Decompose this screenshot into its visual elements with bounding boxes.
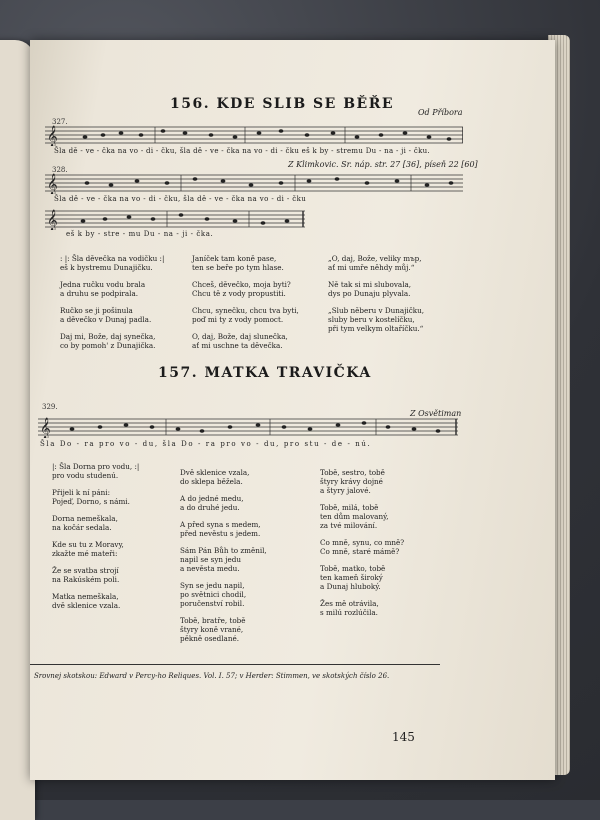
verse: Jedna ručku vodu brala a druhu se podpirala. xyxy=(60,280,146,298)
melody-327-staff xyxy=(45,124,463,146)
melody-328-staff-1 xyxy=(45,172,463,194)
melody-328-staff-2 xyxy=(45,208,305,230)
svg-text:𝄞: 𝄞 xyxy=(47,210,58,230)
verse: Kde su tu z Moravy, zkažte mé mateři: xyxy=(52,540,124,558)
book-page xyxy=(30,40,555,780)
verse: Tobě, matko, tobě ten kameň široký a Dunaj hluboký. xyxy=(320,564,386,591)
song-157-verses-col-2 xyxy=(180,468,320,651)
song-157-title: 157. MATKA TRAVIČKA xyxy=(158,365,372,381)
melody-327-number: 327. xyxy=(52,118,68,126)
verse: Syn se jedu napil, po světnici chodil, poručenství robil. xyxy=(180,581,247,608)
verse: Tobě, milá, tobě ten dům malovaný, za tvé milování. xyxy=(320,503,389,530)
verse: : |: Šla děvečka na vodičku :| eš k bystremu Dunajičku. xyxy=(60,254,165,272)
page-number: 145 xyxy=(392,730,415,744)
verse: Dorna nemeškala, na kočár sedala. xyxy=(52,514,118,532)
verse: Co mně, synu, co mně? Co mně, staré mámě? xyxy=(320,538,405,556)
song-156-title: 156. KDE SLIB SE BĚŘE xyxy=(170,96,394,112)
verse: Daj mi, Bože, daj synečka, co by pomoh' z Dunajička. xyxy=(60,332,156,350)
song-157-source: Z Osvětiman xyxy=(410,409,462,418)
song-156-verses-col-1 xyxy=(60,254,200,358)
verse: Přijeli k ní páni: Pojeď, Dorno, s námi. xyxy=(52,488,130,506)
footnote-rule xyxy=(30,664,440,665)
melody-327-lyrics: Šla dě - ve - čka na vo - di - čku, šla dě - ve - čka na vo - di - čku eš k by - stremu Du - na - ji - čku. xyxy=(54,147,430,155)
footnote: Srovnej skotskou: Edward v Percy-ho Reliques. Vol. I. 57; v Herder: Stimmen, ve skotských číslo 26. xyxy=(34,672,390,680)
verse: Dvě sklenice vzala, do sklepa běžela. xyxy=(180,468,250,486)
verse: Sám Pán Bůh to změnil, napil se syn jedu a nevěsta medu. xyxy=(180,546,267,573)
verse: O, daj, Bože, daj slunečka, ať mi uschne ta děvečka. xyxy=(192,332,288,350)
verse: Chceš, děvečko, moja byti? Chcu tě z vody propustiti. xyxy=(192,280,291,298)
melody-329-number: 329. xyxy=(42,403,58,411)
melody-328-number: 328. xyxy=(52,166,68,174)
verse: Janíček tam koně pase, ten se beře po tym hlase. xyxy=(192,254,284,272)
verse: „O, daj, Bože, veliky mър, ať mi umře něhdy můj.“ xyxy=(328,254,422,272)
melody-329-lyrics: Šla Do - ra pro vo - du, šla Do - ra pro vo - du, pro stu - de - nú. xyxy=(40,440,372,448)
song-157-verses-col-3 xyxy=(320,468,470,625)
verse: Že se svatba strojí na Rakúském poli. xyxy=(52,566,120,584)
verse: Tobě, bratře, tobě štyry koně vrané, pěkně osedlané. xyxy=(180,616,246,643)
verse: Ně tak si mi slubovala, dys po Dunaju plyvala. xyxy=(328,280,412,298)
verse: „Slub něberu v Dunajičku, slubу beru v kostelíčku, při tym velkym oltaříčku.“ xyxy=(328,306,425,333)
svg-text:𝄞: 𝄞 xyxy=(47,126,58,146)
melody-328-source: Z Klimkovic. Sr. náp. str. 27 [36], píseň 22 [60] xyxy=(288,160,478,169)
song-156-verses-col-3 xyxy=(328,254,488,341)
melody-329-staff xyxy=(38,416,458,438)
svg-text:𝄞: 𝄞 xyxy=(47,174,58,194)
song-156-source: Od Příbora xyxy=(418,108,463,117)
verse: Tobě, sestro, tobě štyry krávy dojné a štyry jalové. xyxy=(320,468,385,495)
verse: |: Šla Dorna pro vodu, :| pro vodu studenú. xyxy=(52,462,140,480)
svg-text:𝄞: 𝄞 xyxy=(40,418,51,438)
verse: Ručko se ji pošinula a děvečko v Dunaj padla. xyxy=(60,306,152,324)
verse: Žes mě otrávila, s milú rozlúčila. xyxy=(320,599,379,617)
verse: Matka nemeškala, dvě sklenice vzala. xyxy=(52,592,121,610)
melody-328-lyrics-1: Šla dě - ve - čka na vo - di - čku, šla dě - ve - čka na vo - di - čku xyxy=(54,195,307,203)
song-157-verses-col-1 xyxy=(52,462,192,618)
song-156-verses-col-2 xyxy=(192,254,337,358)
verse: A do jedné medu, a do druhé jedu. xyxy=(180,494,244,512)
verse: Chcu, synečku, chcu tva byti, poď mi ty z vody pomoct. xyxy=(192,306,299,324)
verse: A před syna s medem, před nevěstu s jedem. xyxy=(180,520,261,538)
melody-328-lyrics-2: eš k by - stre - mu Du - na - ji - čka. xyxy=(66,230,214,238)
